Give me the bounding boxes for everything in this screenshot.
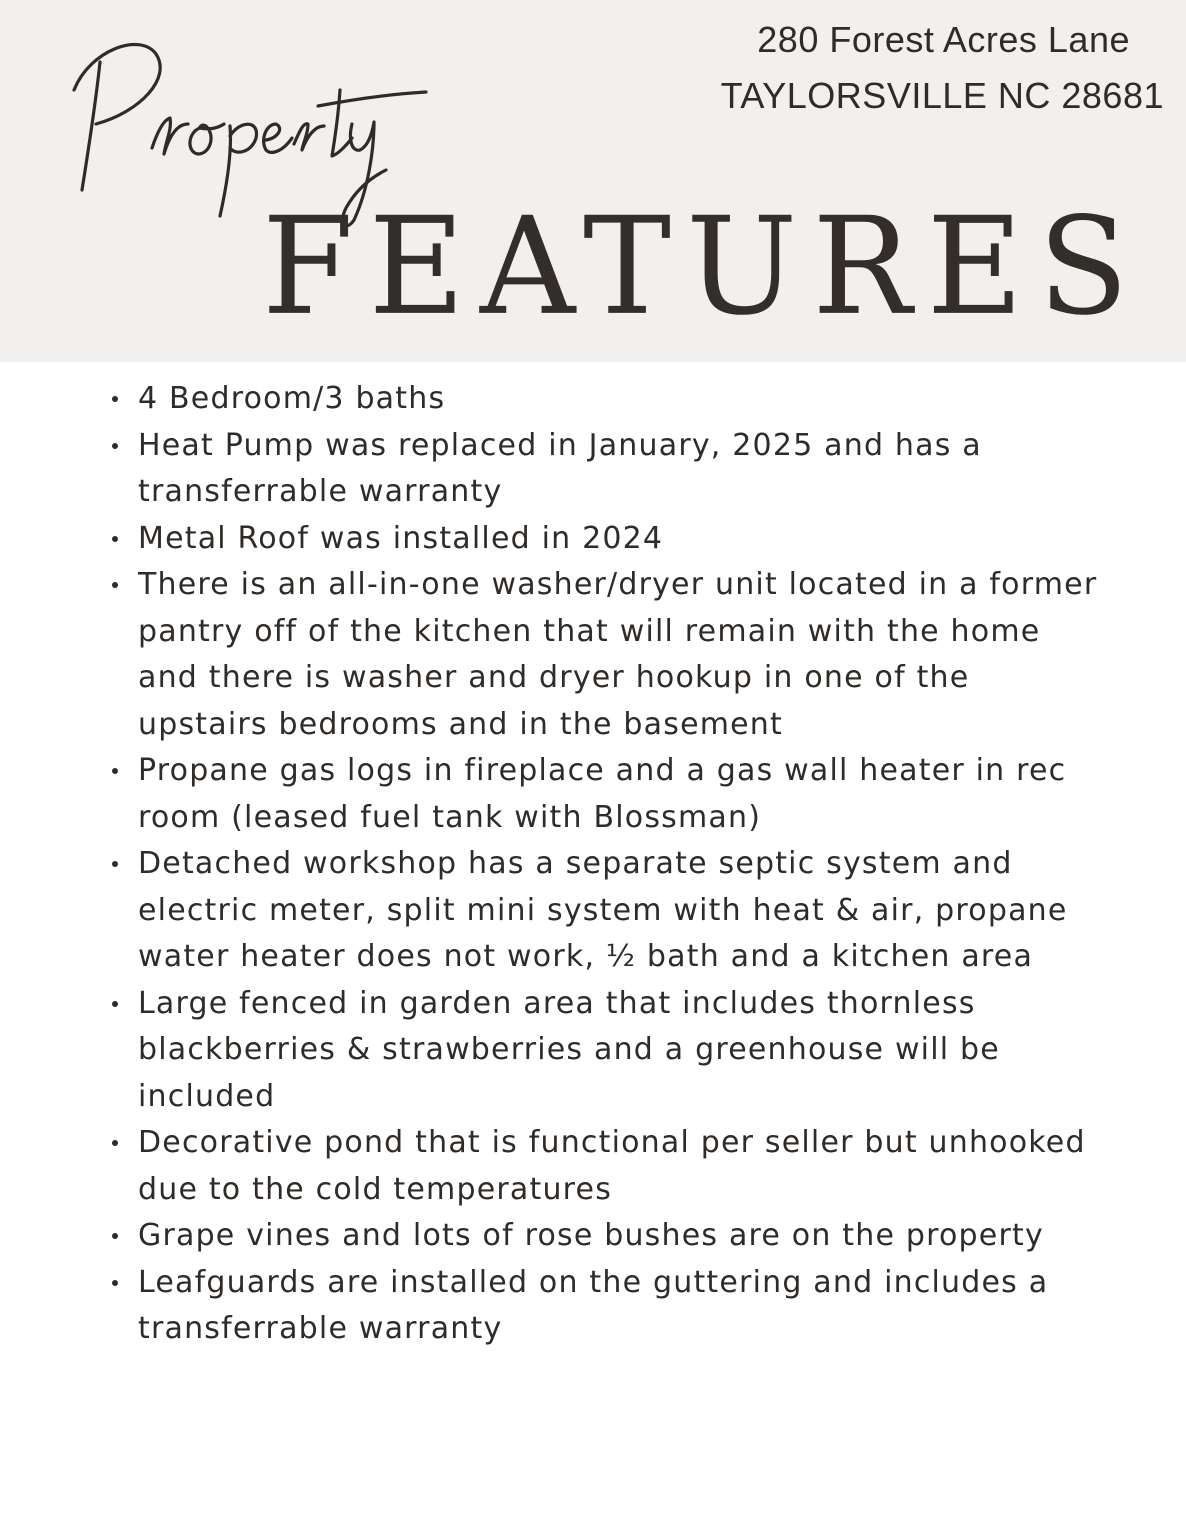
address-street: 280 Forest Acres Lane [757, 19, 1130, 60]
feature-item [106, 562, 1106, 748]
feature-item [106, 841, 1106, 981]
feature-text: Decorative pond that is functional per seller but unhooked due to the cold temperatures [138, 1125, 1086, 1207]
bullet-icon [112, 1233, 118, 1239]
bullet-icon [112, 443, 118, 449]
feature-text: 4 Bedroom/3 baths [138, 381, 446, 416]
feature-text: Metal Roof was installed in 2024 [138, 520, 664, 556]
feature-text: Leafguards are installed on the guttering and includes a transferrable warranty [138, 1264, 1049, 1346]
bullet-icon [112, 536, 118, 542]
bullet-icon [112, 1140, 118, 1146]
feature-item [106, 1213, 1106, 1260]
bullet-icon [112, 768, 118, 774]
feature-text: Heat Pump was replaced in January, 2025 and has a transferrable warranty [138, 427, 982, 509]
property-address [721, 12, 1164, 124]
bullet-icon [112, 582, 118, 588]
address-city-state-zip: TAYLORSVILLE NC 28681 [720, 75, 1164, 116]
feature-item [106, 981, 1106, 1121]
feature-text: There is an all-in-one washer/dryer unit located in a former pantry off of the kitchen that will remain with the home and there is washer and dryer hookup in one of the upstairs bedrooms and in the basement [138, 567, 1098, 742]
bullet-icon [112, 861, 118, 867]
feature-item [106, 516, 1106, 563]
feature-item [106, 748, 1106, 841]
feature-item [106, 1120, 1106, 1213]
feature-text: Large fenced in garden area that includes thornless blackberries & strawberries and a greenhouse will be included [138, 985, 1000, 1114]
bullet-icon [112, 396, 118, 402]
features-heading: FEATURES [262, 188, 1144, 346]
bullet-icon [112, 1280, 118, 1286]
feature-item [106, 1260, 1106, 1353]
feature-text: Propane gas logs in fireplace and a gas wall heater in rec room (leased fuel tank with Blossman) [138, 753, 1067, 835]
feature-item [106, 376, 1106, 423]
feature-item [106, 423, 1106, 516]
feature-text: Detached workshop has a separate septic system and electric meter, split mini system with heat & air, propane water heater does not work, ½ bath and a kitchen area [138, 846, 1068, 974]
bullet-icon [112, 1001, 118, 1007]
feature-text: Grape vines and lots of rose bushes are on the property [138, 1218, 1044, 1253]
features-list [106, 376, 1106, 1353]
